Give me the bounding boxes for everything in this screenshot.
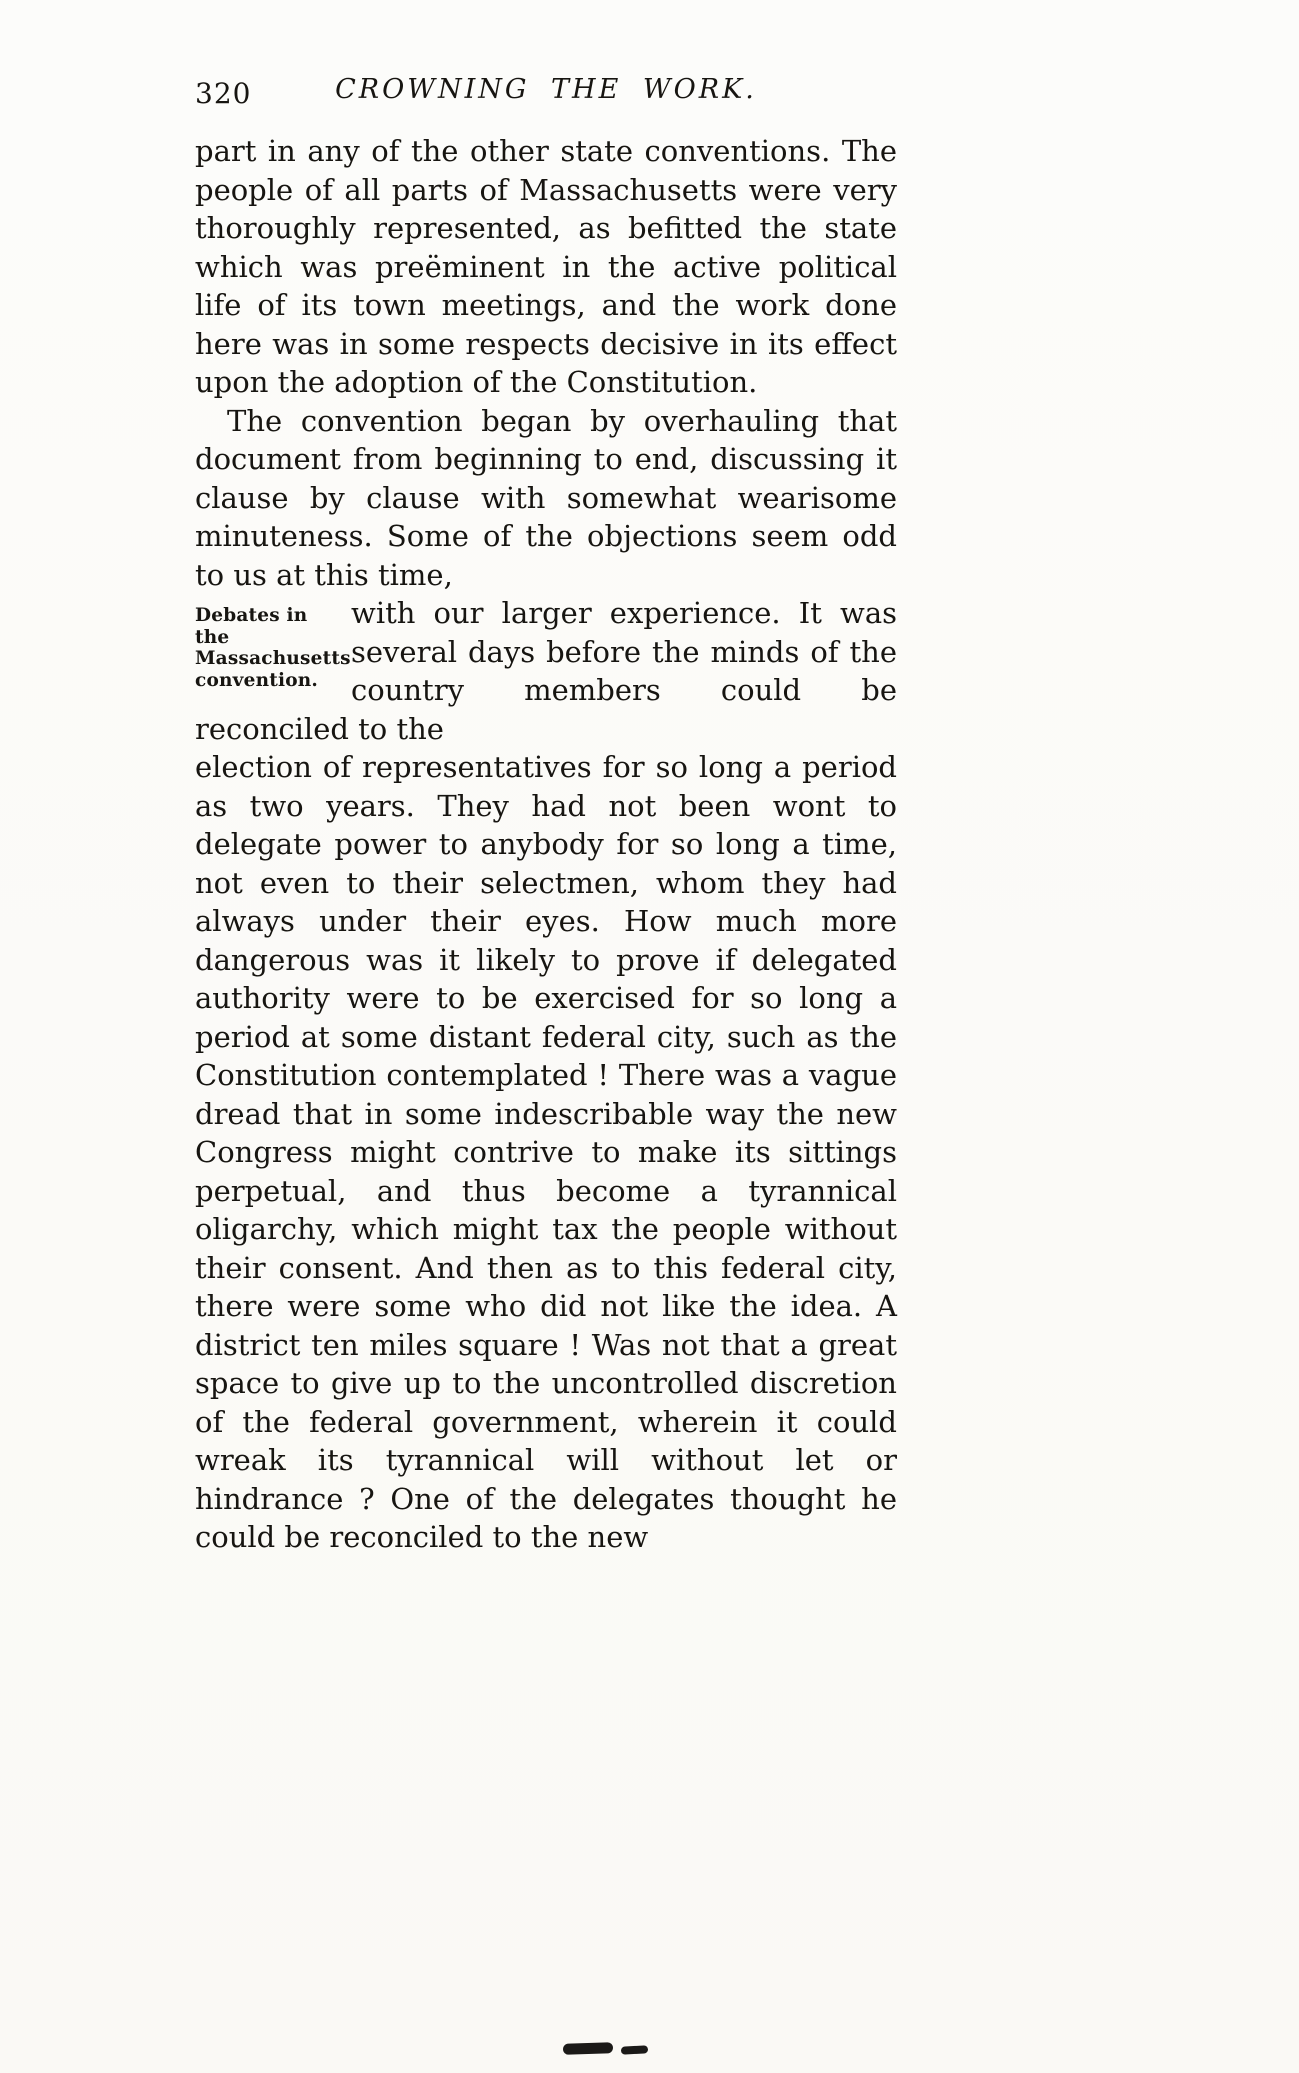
paragraph-2-continuation: election of representatives for so long a period as two years. They had not been wont to delegate power to anybody for so long a time, not even to their selectmen, whom they had always under their eyes. How much more dangerous was it likely to prove if delegated authority were to be exercised for so long a period at some distant federal city, such as the Constitution contemplated ! There was a vague dread that in some indescribable way the new Congress might contrive to make its sittings perpetual, and thus become a tyrannical oligarchy, which might tax the people without their consent. And then as to this federal city, there were some who did not like the idea. A district ten miles square ! Was not that a great space to give up to the uncontrolled discretion of the federal government, wherein it could wreak its tyrannical will without let or hindrance ? One of the delegates thought he could be reconciled to the new [195,750,897,1554]
page-number: 320 [195,77,252,110]
paragraph-2-cutin-text: with our larger experience. It was several days before the minds of the country members could be reconciled to the [195,596,897,746]
running-title: CROWNING THE WORK. [335,74,757,105]
ink-smudge [563,2042,613,2055]
side-note: Debates in the Massachusetts convention. [195,605,351,691]
ink-smudge [621,2045,648,2054]
paragraph-continuation: part in any of the other state conventions. The people of all parts of Massachusetts were very thoroughly represented, as befitted the state which was preëminent in the active political life of its town meetings, and the work done here was in some respects decisive in its effect upon the adoption of the Constitution. [195,134,897,399]
page-header [195,74,897,118]
paragraph-2-opening: The convention began by overhauling that document from beginning to end, discussing it clause by clause with somewhat wearisome minuteness. Some of the objections seem odd to us at this time, [195,403,897,592]
text-column [195,74,897,1557]
paragraph-2-cutin-section [195,594,897,748]
